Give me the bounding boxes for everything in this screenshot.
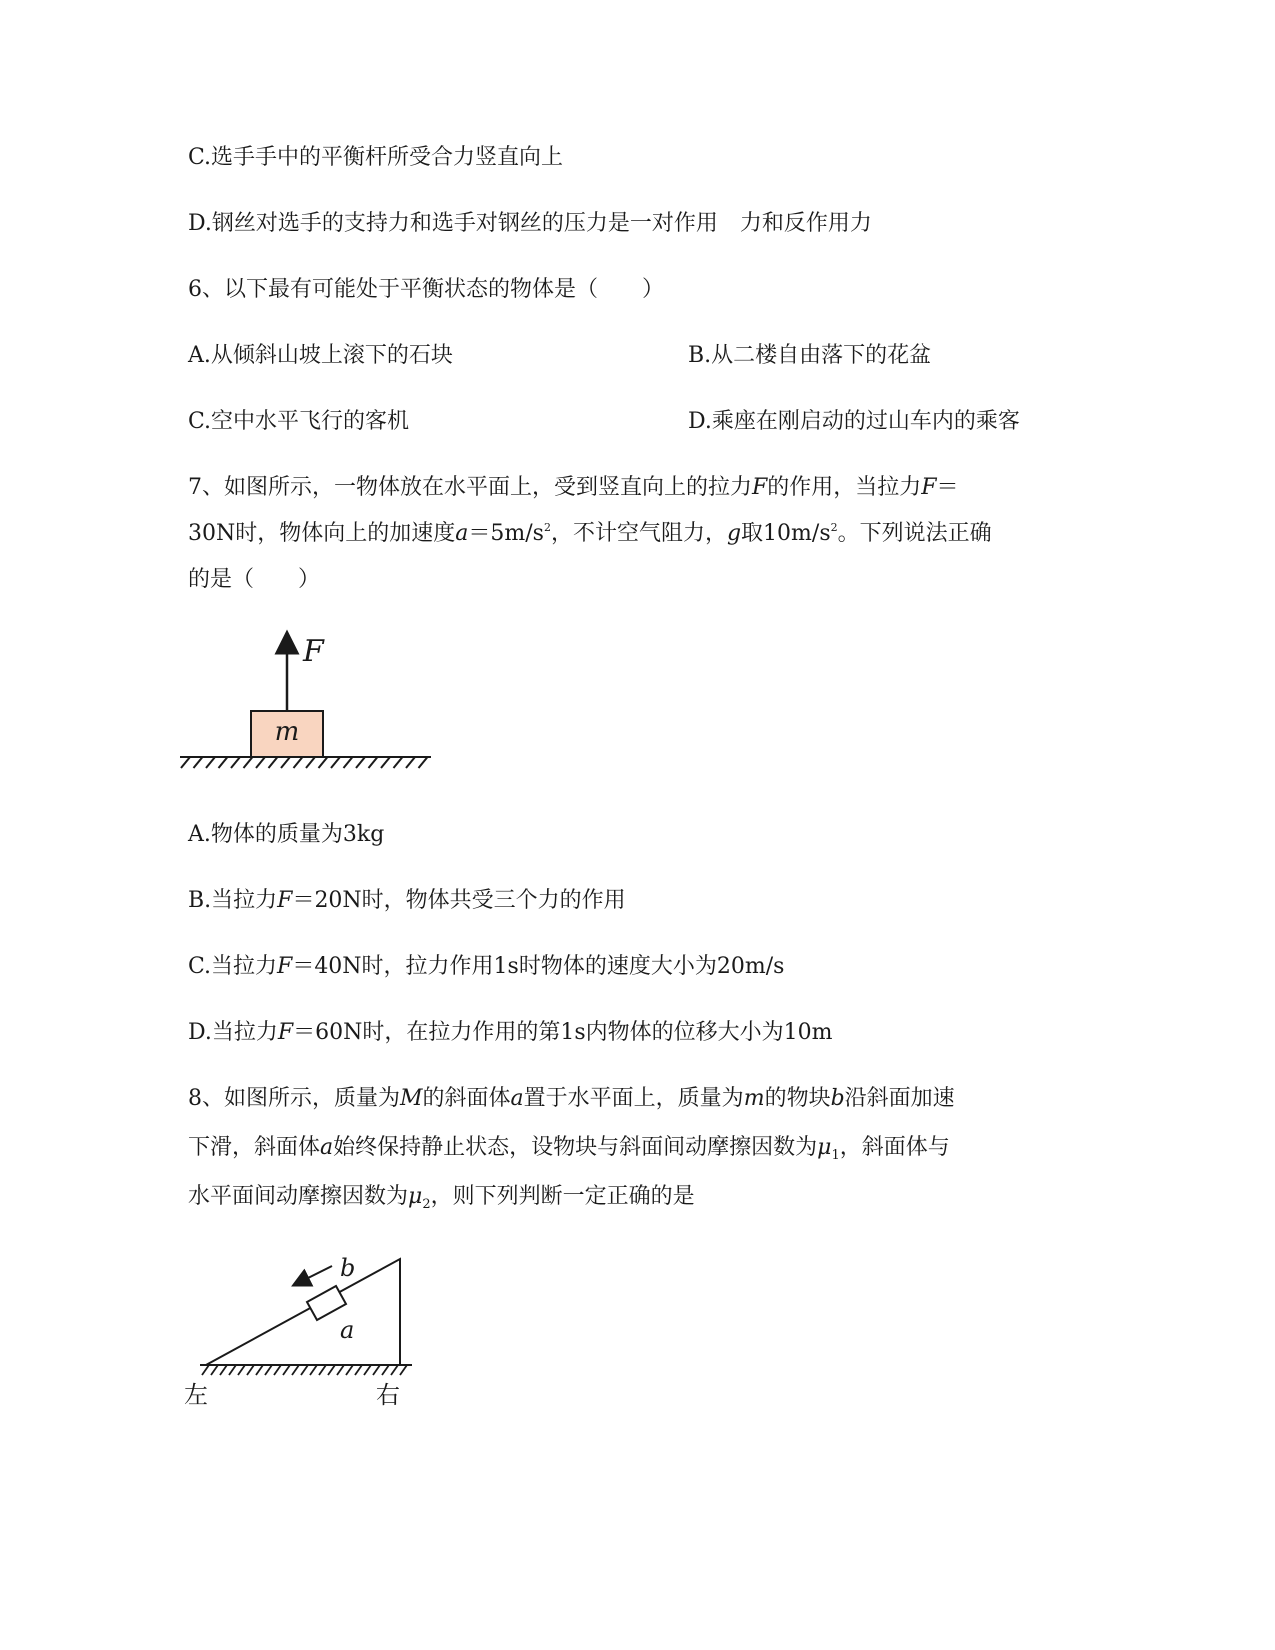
q8-stem-line-2 [188,1133,950,1163]
q5-option-d: D.钢丝对选手的支持力和选手对钢丝的压力是一对作用 力和反作用力 [188,211,872,236]
hatch-mark [319,1365,326,1375]
block-label: b [340,1254,356,1282]
q7-stem-line-3: 的是（ ） [188,567,321,592]
hatch-mark [256,757,265,768]
hatch-mark [331,757,340,768]
q8-stem-text: 的物块 [764,1086,831,1111]
hatch-mark [292,1365,299,1375]
q8-stem-text: 沿斜面加速 [844,1086,955,1111]
hatch-mark [328,1365,335,1375]
hatch-mark [274,1365,281,1375]
hatch-mark [247,1365,254,1375]
q7-stem-text: 7、如图所示，一物体放在水平面上，受到竖直向上的拉力 [188,475,752,500]
q7-option-b-text: ＝20N时，物体共受三个力的作用 [292,888,626,913]
hatch-mark [211,1365,218,1375]
q7-option-b [188,886,626,916]
hatch-mark [281,757,290,768]
q7-var-f: F [752,475,768,500]
wedge-label: a [340,1316,355,1344]
wedge-a [206,1259,400,1365]
hatch-mark [294,757,303,768]
hatch-mark [346,1365,353,1375]
q7-var-a: a [455,521,469,546]
hatch-mark [319,757,328,768]
q7-option-d-text: D.当拉力 [188,1020,278,1045]
q7-option-b-text: B.当拉力 [188,888,278,913]
q7-stem-text: ，不计空气阻力， [550,521,727,546]
q5-option-c: C.选手手中的平衡杆所受合力竖直向上 [188,145,564,170]
hatch-mark [219,757,228,768]
q8-stem-line-3 [188,1182,695,1212]
q8-mu: μ [817,1135,832,1160]
hatch-mark [400,1365,407,1375]
q8-stem-text: 置于水平面上，质量为 [523,1086,744,1111]
q7-option-c [188,952,784,982]
hatch-mark [283,1365,290,1375]
slide-arrow [300,1266,332,1282]
q8-stem-line-1 [188,1084,955,1114]
q7-option-d-text: ＝60N时，在拉力作用的第1s内物体的位移大小为10m [293,1020,833,1045]
hatch-mark [381,757,390,768]
q7-stem-text: ＝5m/s [468,521,544,546]
q8-stem-text: 8、如图所示，质量为 [188,1086,400,1111]
q8-mu: μ [408,1184,423,1209]
hatch-mark [238,1365,245,1375]
q7-var-g: g [726,521,742,546]
q6-option-c: C.空中水平飞行的客机 [188,409,410,434]
q7-stem-text: 的作用，当拉力 [767,475,922,500]
q8-var-m: m [743,1086,765,1111]
force-label: F [303,634,324,669]
q7-figure [175,628,445,787]
q7-option-a: A.物体的质量为3kg [188,822,385,847]
q6-option-b: B.从二楼自由落下的花盆 [688,343,932,368]
hatch-mark [391,1365,398,1375]
hatch-mark [406,757,415,768]
q7-stem-line-1 [188,473,959,503]
q8-var-b: b [830,1086,845,1111]
q7-stem-text: 。下列说法正确 [837,521,992,546]
q7-stem-text: 30N时，物体向上的加速度 [188,521,456,546]
q8-stem-text: 的斜面体 [422,1086,511,1111]
hatch-mark [310,1365,317,1375]
hatch-mark [364,1365,371,1375]
q7-stem-line-2 [188,519,992,549]
hatch-mark [382,1365,389,1375]
hatch-mark [229,1365,236,1375]
hatch-mark [301,1365,308,1375]
q8-stem-text: 下滑，斜面体 [188,1135,321,1160]
q8-var-m-upper: M [400,1086,423,1111]
hatch-mark [244,757,253,768]
mass-label: m [274,717,300,747]
q6-option-d: D.乘座在刚启动的过山车内的乘客 [688,409,1020,434]
hatch-mark [269,757,278,768]
exponent: 2 [830,521,838,534]
subscript: 2 [422,1197,431,1212]
hatch-mark [194,757,203,768]
hatch-mark [344,757,353,768]
q7-var-f: F [277,888,293,913]
hatch-mark [206,757,215,768]
q8-stem-text: 始终保持静止状态，设物块与斜面间动摩擦因数为 [333,1135,818,1160]
q8-figure [180,1248,430,1417]
hatch-mark [202,1365,209,1375]
hatch-mark [356,757,365,768]
q8-stem-text: ，斜面体与 [839,1135,950,1160]
hatch-mark [355,1365,362,1375]
hatch-mark [256,1365,263,1375]
q8-stem-text: ，则下列判断一定正确的是 [430,1184,695,1209]
hatch-mark [220,1365,227,1375]
hatch-mark [373,1365,380,1375]
right-label: 右 [376,1381,400,1409]
hatch-mark [306,757,315,768]
q7-var-f: F [277,1020,294,1045]
q7-var-f: F [277,954,293,979]
ground-hatching [181,757,428,768]
q7-option-c-text: C.当拉力 [188,954,278,979]
q6-option-a: A.从倾斜山坡上滚下的石块 [188,343,453,368]
q8-stem-text: 水平面间动摩擦因数为 [188,1184,409,1209]
hatch-mark [181,757,190,768]
hatch-mark [265,1365,272,1375]
left-label: 左 [184,1381,208,1409]
hatch-mark [369,757,378,768]
hatch-mark [337,1365,344,1375]
q7-option-c-text: ＝40N时，拉力作用1s时物体的速度大小为20m/s [292,954,785,979]
hatch-mark [394,757,403,768]
q8-var-a: a [510,1086,524,1111]
q8-var-a: a [320,1135,334,1160]
q7-stem-text: ＝ [936,475,959,500]
exponent: 2 [543,521,551,534]
q7-option-d [188,1018,833,1048]
q6-stem: 6、以下最有可能处于平衡状态的物体是（ ） [188,277,664,302]
q7-stem-text: 取10m/s [741,521,831,546]
hatch-mark [419,757,428,768]
subscript: 1 [831,1148,840,1163]
q7-var-f: F [921,475,937,500]
hatch-mark [231,757,240,768]
ground-hatching [202,1365,407,1375]
